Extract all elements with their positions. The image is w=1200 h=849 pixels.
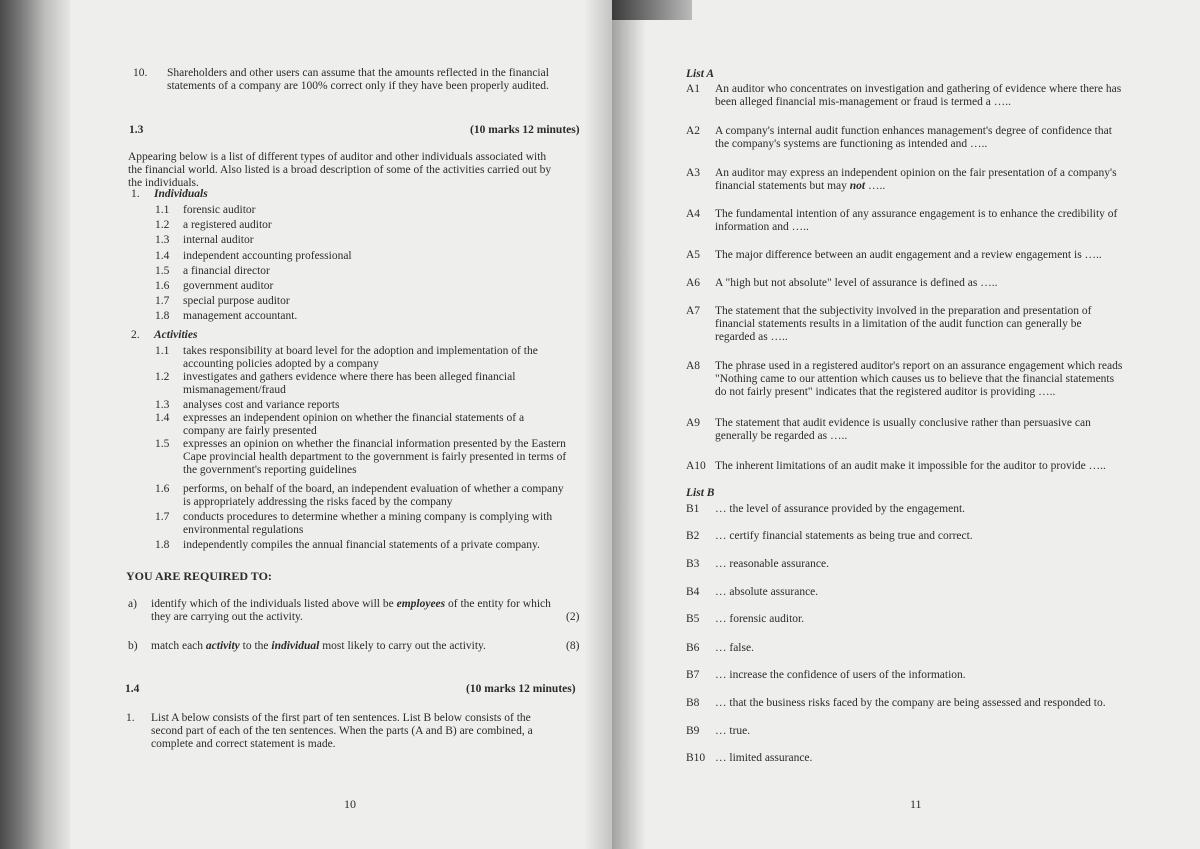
activity-number: 1.1 [155, 345, 170, 357]
list-b-item: … limited assurance. [715, 752, 813, 764]
required-heading: YOU ARE REQUIRED TO: [126, 569, 272, 583]
individual-number: 1.6 [155, 280, 170, 292]
activity-line: expresses an independent opinion on whether the financial statements of a [183, 412, 525, 424]
activity-number: 1.2 [155, 371, 170, 383]
page-corner-shadow [612, 0, 692, 20]
list-a-line: The inherent limitations of an audit make it impossible for the auditor to provide ….. [715, 460, 1106, 472]
activities-number: 2. [131, 329, 140, 341]
section-1-3-marks: (10 marks 12 minutes) [470, 124, 580, 136]
section-1-3-number: 1.3 [129, 124, 144, 136]
list-b-item: … false. [715, 642, 754, 654]
req-b-text: match each activity to the individual most likely to carry out the activity. [151, 640, 486, 652]
list-a-line: financial statements but may not ….. [715, 180, 886, 192]
activity-number: 1.6 [155, 483, 170, 495]
req-a-label: a) [128, 598, 137, 610]
section-1-4-q-number: 1. [126, 712, 135, 724]
individual-item: management accountant. [183, 310, 298, 323]
list-a-label: A10 [686, 460, 706, 472]
activity-number: 1.8 [155, 539, 170, 551]
individual-item: special purpose auditor [183, 295, 290, 308]
list-b-label: B8 [686, 697, 700, 709]
list-a-line: information and ….. [715, 221, 809, 233]
list-b-item: … reasonable assurance. [715, 558, 829, 570]
list-a-line: A company's internal audit function enhances management's degree of confidence that [715, 125, 1112, 137]
req-a-line-2: they are carrying out the activity. [151, 611, 303, 623]
list-b-label: B4 [686, 586, 700, 598]
req-b-marks: (8) [566, 640, 580, 652]
list-a-label: A2 [686, 125, 701, 137]
activity-number: 1.4 [155, 412, 170, 424]
list-a-line: The phrase used in a registered auditor's report on an assurance engagement which reads [715, 360, 1123, 372]
individual-item: independent accounting professional [183, 249, 352, 262]
page-edge-shadow [0, 0, 70, 849]
intro-line: the financial world. Also listed is a broad description of some of the activities carried out by [128, 164, 552, 176]
section-1-4-line: second part of each of the ten sentences. When the parts (A and B) are combined, a [151, 725, 533, 737]
section-1-4-marks: (10 marks 12 minutes) [466, 683, 576, 695]
list-b-label: B9 [686, 725, 700, 737]
list-b-item: … forensic auditor. [715, 613, 805, 625]
list-a-heading: List A [686, 68, 715, 80]
list-b-item: … the level of assurance provided by the engagement. [715, 503, 966, 515]
list-a-label: A9 [686, 417, 701, 429]
list-b-label: B1 [686, 503, 700, 515]
req-a-line-1: identify which of the individuals listed above will be employees of the entity for which [151, 598, 551, 610]
list-a-line: do not fairly present" indicates that the registered auditor is providing ….. [715, 386, 1056, 398]
list-a-label: A4 [686, 208, 701, 220]
req-a-marks: (2) [566, 611, 580, 623]
q10-line-2: statements of a company are 100% correct only if they have been properly audited. [167, 80, 549, 92]
activity-number: 1.5 [155, 438, 170, 450]
section-1-4-number: 1.4 [125, 683, 140, 695]
list-a-line: An auditor may express an independent opinion on the fair presentation of a company's [715, 167, 1117, 179]
list-b-label: B5 [686, 613, 700, 625]
individual-number: 1.7 [155, 295, 170, 308]
individual-number: 1.3 [155, 234, 170, 247]
list-a-label: A3 [686, 167, 701, 179]
list-a-line: The statement that audit evidence is usually conclusive rather than persuasive can [715, 417, 1091, 429]
activity-line: takes responsibility at board level for the adoption and implementation of the [183, 345, 538, 357]
individual-number: 1.1 [155, 204, 170, 216]
req-b-label: b) [128, 640, 138, 652]
individual-item: a financial director [183, 264, 270, 277]
page-number-left: 10 [344, 797, 356, 811]
list-a-label: A5 [686, 249, 701, 261]
activities-heading: Activities [154, 329, 198, 341]
section-1-4-line: List A below consists of the first part of ten sentences. List B below consists of the [151, 712, 531, 724]
individual-number: 1.2 [155, 219, 170, 232]
list-a-line: An auditor who concentrates on investigation and gathering of evidence where there has [715, 83, 1122, 95]
right-page [612, 0, 1200, 849]
activity-line: expresses an opinion on whether the financial information presented by the Eastern [183, 438, 566, 450]
individual-number: 1.4 [155, 249, 170, 262]
list-a-line: "Nothing came to our attention which causes us to believe that the financial statements [715, 373, 1115, 385]
list-a-line: been alleged financial mis-management or fraud is termed a ….. [715, 96, 1012, 108]
activity-line: accounting policies adopted by a company [183, 358, 379, 370]
page-number-right: 11 [910, 797, 922, 811]
list-b-item: … absolute assurance. [715, 586, 819, 598]
list-a-line: financial statements results in a limitation of the audit function can generally be [715, 318, 1082, 330]
individual-item: a registered auditor [183, 219, 272, 232]
q10-number: 10. [133, 67, 148, 79]
list-a-line: The statement that the subjectivity involved in the preparation and presentation of [715, 305, 1092, 317]
q10-line-1: Shareholders and other users can assume that the amounts reflected in the financial [167, 67, 549, 79]
activity-number: 1.3 [155, 399, 170, 411]
individual-item: forensic auditor [183, 204, 256, 216]
list-a-line: regarded as ….. [715, 331, 788, 343]
list-b-item: … certify financial statements as being true and correct. [715, 530, 973, 542]
section-1-4-line: complete and correct statement is made. [151, 738, 336, 750]
list-b-label: B6 [686, 642, 700, 654]
intro-line: Appearing below is a list of different types of auditor and other individuals associated with [128, 151, 547, 163]
activity-line: mismanagement/fraud [183, 384, 286, 396]
list-a-label: A8 [686, 360, 701, 372]
activity-line: is appropriately addressing the risks faced by the company [183, 496, 453, 508]
intro-line: the individuals. [128, 177, 199, 189]
individuals-heading: Individuals [154, 188, 208, 200]
activity-line: environmental regulations [183, 524, 304, 536]
activity-line: the government's reporting guidelines [183, 464, 357, 476]
list-b-heading: List B [686, 487, 715, 499]
individual-number: 1.8 [155, 310, 170, 323]
activity-line: independently compiles the annual financial statements of a private company. [183, 539, 540, 551]
list-b-label: B7 [686, 669, 700, 681]
list-a-label: A1 [686, 83, 701, 95]
list-b-label: B10 [686, 752, 706, 764]
activity-line: performs, on behalf of the board, an independent evaluation of whether a company [183, 483, 564, 495]
activity-line: analyses cost and variance reports [183, 399, 340, 411]
list-a-line: generally be regarded as ….. [715, 430, 848, 442]
list-b-label: B2 [686, 530, 700, 542]
list-b-item: … true. [715, 725, 751, 737]
individual-number: 1.5 [155, 264, 170, 277]
activity-number: 1.7 [155, 511, 170, 523]
list-a-line: The major difference between an audit engagement and a review engagement is ….. [715, 249, 1102, 261]
list-a-label: A7 [686, 305, 701, 317]
list-a-line: A "high but not absolute" level of assurance is defined as ….. [715, 277, 998, 289]
gutter-shadow-right [612, 0, 646, 849]
list-b-label: B3 [686, 558, 700, 570]
individual-item: government auditor [183, 280, 274, 292]
list-b-item: … that the business risks faced by the company are being assessed and responded to. [715, 697, 1106, 709]
activity-line: Cape provincial health department to the government is fairly presented in terms of [183, 451, 567, 463]
activity-line: company are fairly presented [183, 425, 317, 437]
individual-item: internal auditor [183, 234, 254, 247]
activity-line: investigates and gathers evidence where there has been alleged financial [183, 371, 516, 383]
list-a-line: the company's systems are functioning as intended and ….. [715, 138, 988, 150]
list-a-line: The fundamental intention of any assurance engagement is to enhance the credibility of [715, 208, 1118, 220]
gutter-shadow [584, 0, 612, 849]
list-a-label: A6 [686, 277, 701, 289]
list-b-item: … increase the confidence of users of the information. [715, 669, 966, 681]
activity-line: conducts procedures to determine whether a mining company is complying with [183, 511, 553, 523]
individuals-number: 1. [131, 188, 140, 200]
